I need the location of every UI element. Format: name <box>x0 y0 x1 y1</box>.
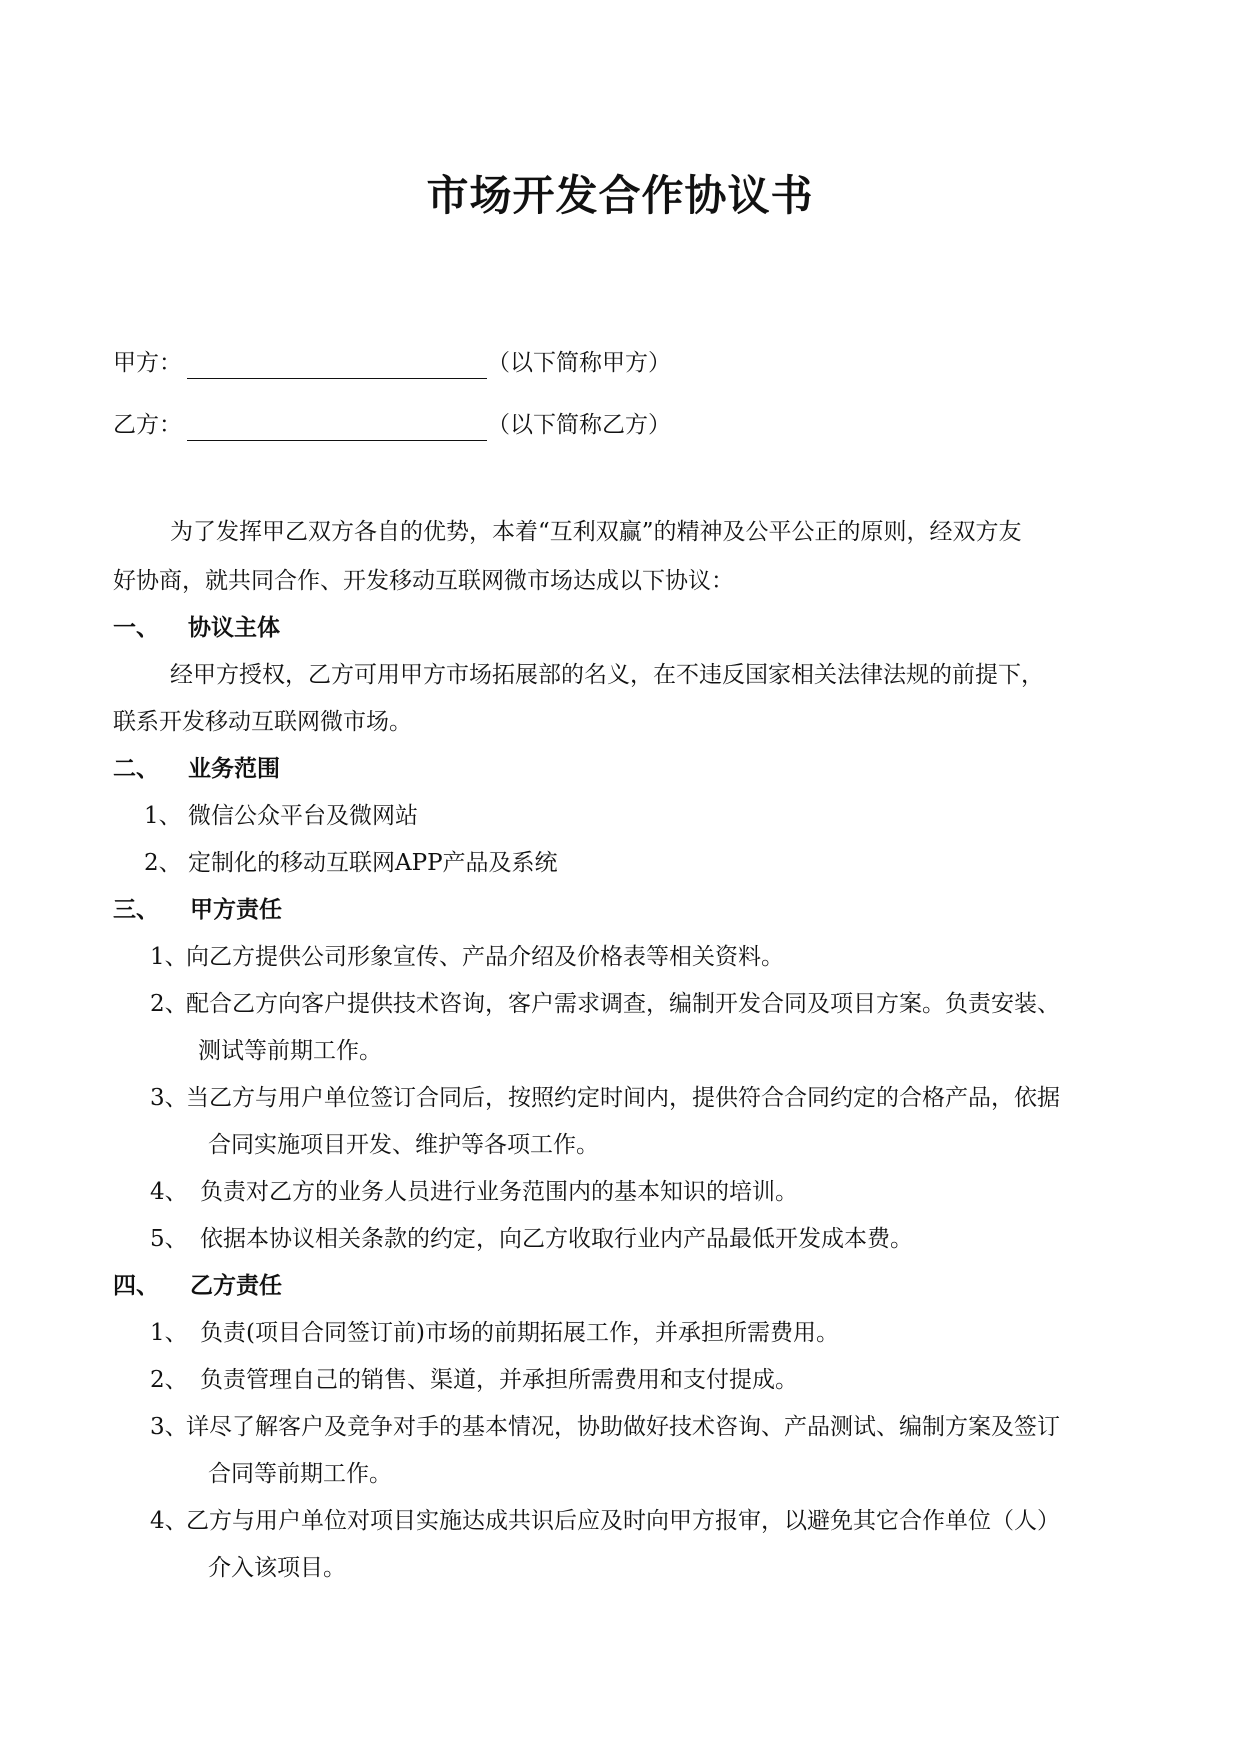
party-a-suffix: （以下简称甲方） <box>487 350 671 376</box>
section-4-item-1-text: 负责(项目合同签订前)市场的前期拓展工作，并承担所需费用。 <box>200 1320 839 1346</box>
party-a-blank-line[interactable] <box>187 378 487 379</box>
section-1-line-1: 经甲方授权，乙方可用甲方市场拓展部的名义，在不违反国家相关法律法规的前提下， <box>170 662 1044 688</box>
section-4-item-2-num: 2、 <box>150 1367 188 1393</box>
section-2-item-1-text: 微信公众平台及微网站 <box>188 803 418 829</box>
party-b-suffix: （以下简称乙方） <box>487 412 671 438</box>
section-3-number: 三、 <box>113 897 159 923</box>
section-2-item-2-text: 定制化的移动互联网APP产品及系统 <box>188 850 558 876</box>
section-3-item-3-num: 3、 <box>150 1085 188 1111</box>
section-3-item-1-text: 向乙方提供公司形象宣传、产品介绍及价格表等相关资料。 <box>186 944 784 970</box>
section-4-item-4-num: 4、 <box>150 1508 188 1534</box>
section-4-item-3-num: 3、 <box>150 1414 188 1440</box>
section-3-item-5-num: 5、 <box>150 1226 188 1252</box>
intro-line-2: 好协商，就共同合作、开发移动互联网微市场达成以下协议： <box>113 568 734 594</box>
section-3-item-1-num: 1、 <box>150 944 188 970</box>
section-3-item-4-text: 负责对乙方的业务人员进行业务范围内的基本知识的培训。 <box>200 1179 798 1205</box>
section-3-item-2-cont: 测试等前期工作。 <box>198 1038 382 1064</box>
section-1-heading: 协议主体 <box>188 615 280 641</box>
section-4-item-1-num: 1、 <box>150 1320 188 1346</box>
section-4-heading: 乙方责任 <box>190 1273 282 1299</box>
section-4-item-4-cont: 介入该项目。 <box>208 1555 346 1581</box>
section-3-item-5-text: 依据本协议相关条款的约定，向乙方收取行业内产品最低开发成本费。 <box>200 1226 913 1252</box>
section-2-number: 二、 <box>113 756 159 782</box>
section-3-item-3-text: 当乙方与用户单位签订合同后，按照约定时间内，提供符合合同约定的合格产品，依据 <box>186 1085 1060 1111</box>
document-title: 市场开发合作协议书 <box>426 171 814 220</box>
party-b-blank-line[interactable] <box>187 440 487 441</box>
section-2-item-2-num: 2、 <box>144 850 182 876</box>
section-1-line-2: 联系开发移动互联网微市场。 <box>113 709 412 735</box>
section-3-item-4-num: 4、 <box>150 1179 188 1205</box>
section-4-number: 四、 <box>113 1273 159 1299</box>
section-3-item-3-cont: 合同实施项目开发、维护等各项工作。 <box>208 1132 599 1158</box>
section-4-item-4-text: 乙方与用户单位对项目实施达成共识后应及时向甲方报审，以避免其它合作单位（人） <box>186 1508 1060 1534</box>
section-3-item-2-num: 2、 <box>150 991 188 1017</box>
section-3-heading: 甲方责任 <box>190 897 282 923</box>
party-a-label: 甲方： <box>113 350 182 376</box>
section-4-item-3-text: 详尽了解客户及竞争对手的基本情况，协助做好技术咨询、产品测试、编制方案及签订 <box>186 1414 1060 1440</box>
intro-line-1: 为了发挥甲乙双方各自的优势，本着“互利双赢”的精神及公平公正的原则，经双方友 <box>170 519 1022 545</box>
party-b-label: 乙方： <box>113 412 182 438</box>
section-2-item-1-num: 1、 <box>144 803 182 829</box>
section-4-item-3-cont: 合同等前期工作。 <box>208 1461 392 1487</box>
section-4-item-2-text: 负责管理自己的销售、渠道，并承担所需费用和支付提成。 <box>200 1367 798 1393</box>
section-1-number: 一、 <box>113 615 159 641</box>
section-3-item-2-text: 配合乙方向客户提供技术咨询，客户需求调查，编制开发合同及项目方案。负责安装、 <box>186 991 1060 1017</box>
section-2-heading: 业务范围 <box>188 756 280 782</box>
